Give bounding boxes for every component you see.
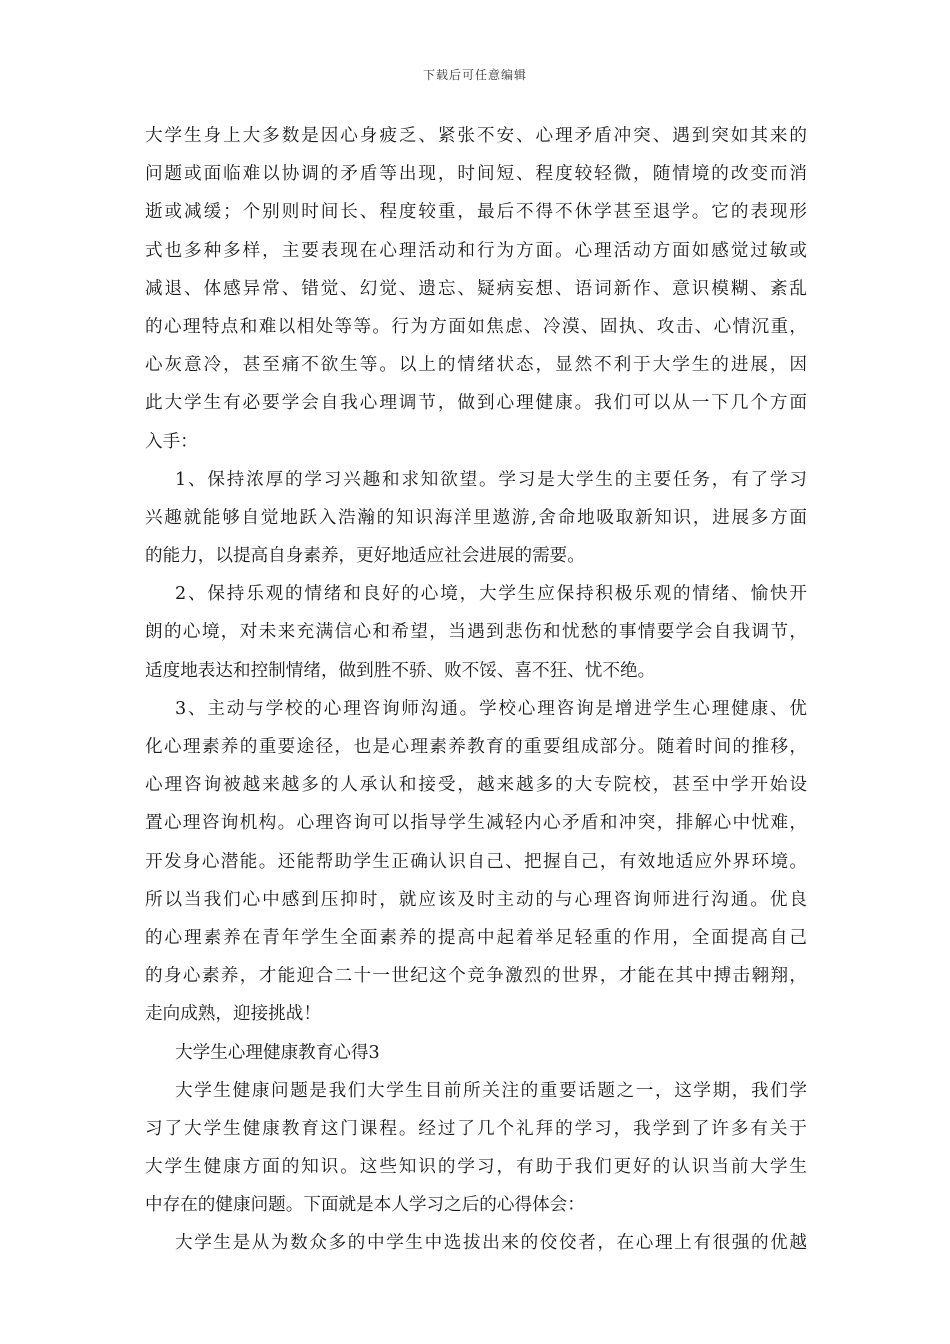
text-line: 大学生健康问题是我们大学生目前所关注的重要话题之一，这学期，我们学 (175, 1080, 807, 1101)
text-line: 走向成熟，迎接挑战！ (145, 1004, 321, 1025)
text-line: 问题或面临难以协调的矛盾等出现，时间短、程度较轻微，随情境的改变而消 (145, 164, 807, 185)
text-line: 1、保持浓厚的学习兴趣和求知欲望。学习是大学生的主要任务，有了学习 (175, 469, 807, 490)
paragraph (145, 1072, 807, 1225)
text-line: 习了大学生健康教育这门课程。经过了几个礼拜的学习，我学到了许多有关于 (145, 1118, 807, 1139)
text-line: 大学生心理健康教育心得3 (175, 1042, 380, 1063)
text-line: 大学生是从为数众多的中学生中选拔出来的佼佼者，在心理上有很强的优越 (175, 1233, 807, 1254)
paragraph (145, 461, 807, 576)
paragraph (145, 690, 807, 1034)
text-line: 所以当我们心中感到压抑时，就应该及时主动的与心理咨询师进行沟通。优良 (145, 889, 807, 910)
text-line: 大学生身上大多数是因心身疲乏、紧张不安、心理矛盾冲突、遇到突如其来的 (145, 126, 807, 146)
text-line: 的心理特点和难以相处等等。行为方面如焦虑、冷漠、固执、攻击、心情沉重， (145, 316, 807, 337)
text-line: 适度地表达和控制情绪，做到胜不骄、败不馁、喜不狂、忧不绝。 (145, 660, 656, 681)
text-line: 兴趣就能够自觉地跃入浩瀚的知识海洋里遨游,舍命地吸取新知识，进展多方面 (145, 507, 807, 528)
text-line: 逝或减缓；个别则时间长、程度较重，最后不得不休学甚至退学。它的表现形 (145, 202, 807, 223)
text-line: 3、主动与学校的心理咨询师沟通。学校心理咨询是增进学生心理健康、优 (175, 698, 807, 719)
text-line: 大学生健康方面的知识。这些知识的学习，有助于我们更好的认识当前大学生 (145, 1157, 807, 1178)
text-line: 的能力，以提高自身素养，更好地适应社会进展的需要。 (145, 546, 585, 567)
text-line: 化心理素养的重要途径，也是心理素养教育的重要组成部分。随着时间的推移， (145, 737, 807, 757)
document-body (145, 117, 807, 1263)
page-header: 下载后可任意编辑 (422, 68, 527, 82)
text-line: 减退、体感异常、错觉、幻觉、遗忘、疑病妄想、语词新作、意识模糊、紊乱 (145, 278, 807, 299)
text-line: 入手： (145, 431, 198, 452)
text-line: 式也多种多样，主要表现在心理活动和行为方面。心理活动方面如感觉过敏或 (145, 240, 807, 261)
paragraph (145, 575, 807, 690)
text-line: 中存在的健康问题。下面就是本人学习之后的心得体会： (145, 1195, 585, 1216)
text-line: 此大学生有必要学会自我心理调节，做到心理健康。我们可以从一下几个方面 (145, 393, 807, 414)
paragraph (145, 1224, 807, 1262)
text-line: 2、保持乐观的情绪和良好的心境，大学生应保持积极乐观的情绪、愉快开 (175, 584, 807, 605)
text-line: 的身心素养，才能迎合二十一世纪这个竞争激烈的世界，才能在其中搏击翱翔， (145, 966, 807, 987)
text-line: 置心理咨询机构。心理咨询可以指导学生减轻内心矛盾和冲突，排解心中忧难， (145, 813, 807, 834)
text-line: 开发身心潜能。还能帮助学生正确认识自己、把握自己，有效地适应外界环境。 (145, 851, 807, 872)
text-line: 心灰意冷，甚至痛不欲生等。以上的情绪状态，显然不利于大学生的进展，因 (145, 355, 807, 376)
text-line: 朗的心境，对未来充满信心和希望，当遇到悲伤和忧愁的事情要学会自我调节， (145, 622, 807, 643)
text-line: 心理咨询被越来越多的人承认和接受，越来越多的大专院校，甚至中学开始设 (145, 775, 807, 796)
text-line: 的心理素养在青年学生全面素养的提高中起着举足轻重的作用，全面提高自己 (145, 927, 807, 948)
paragraph (145, 117, 807, 461)
paragraph (145, 1034, 807, 1072)
